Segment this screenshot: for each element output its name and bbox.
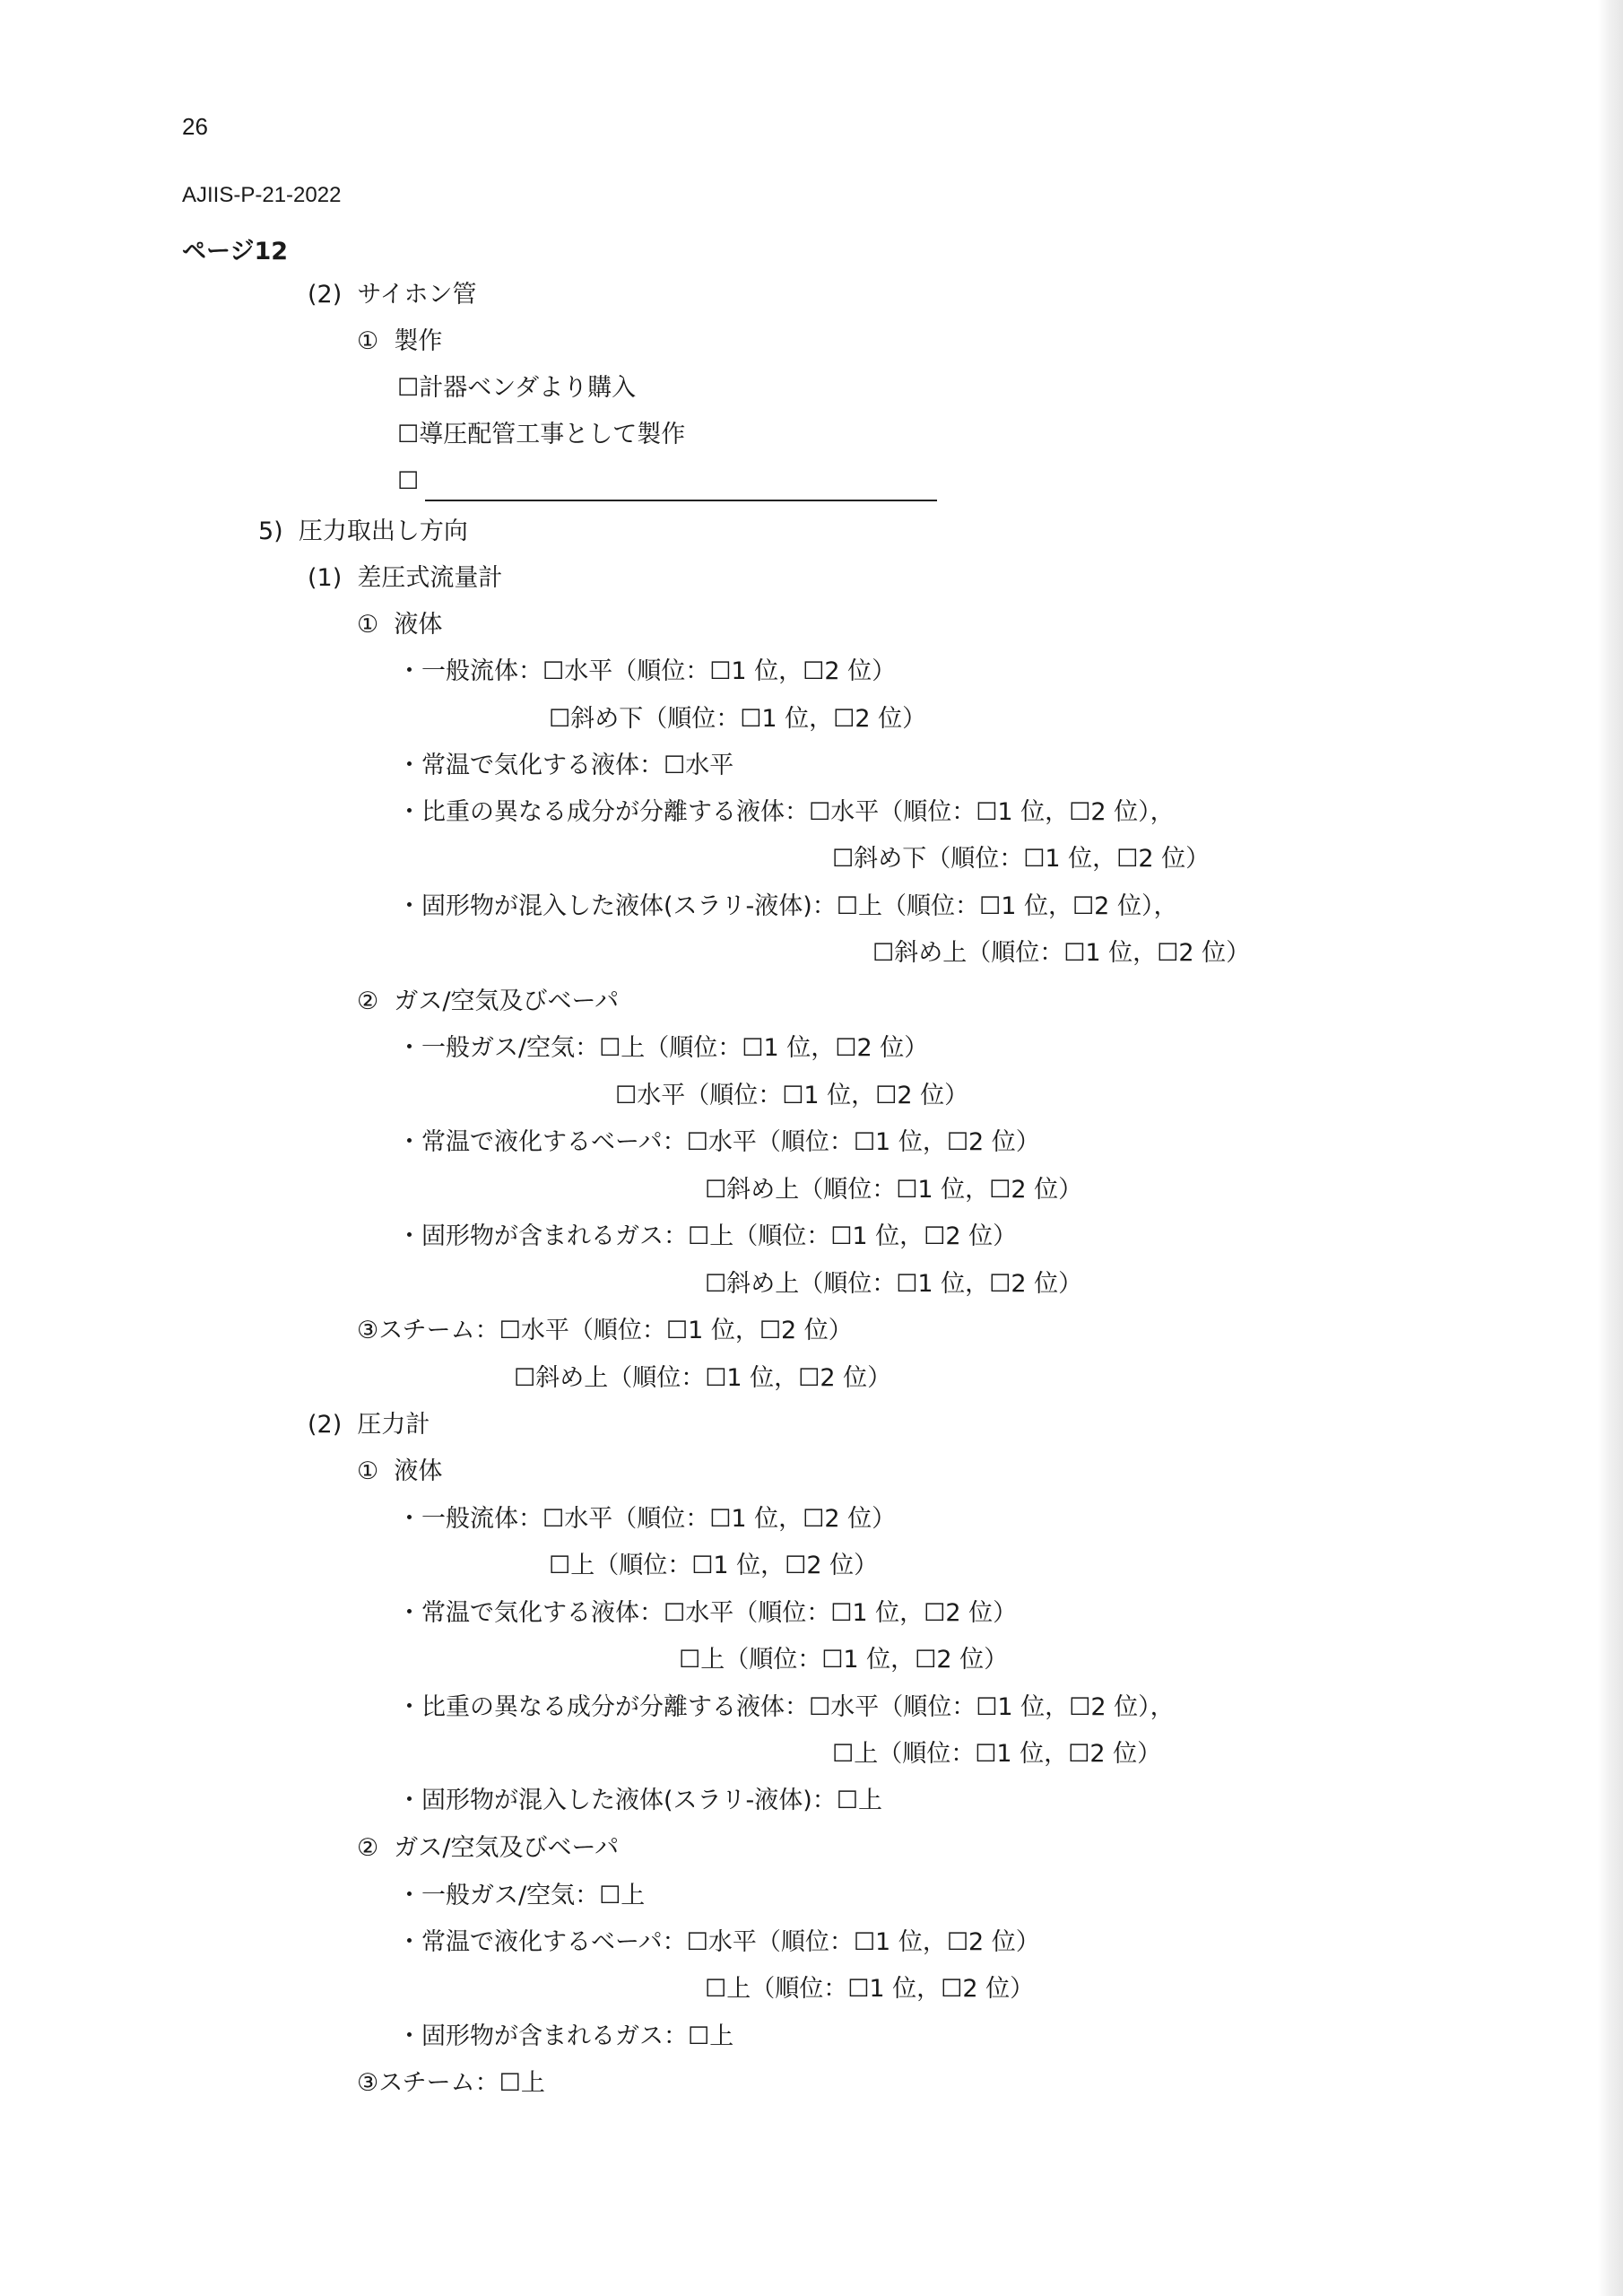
dp-steam-line: ③スチーム：☐水平（順位：☐1 位，☐2 位）	[357, 1317, 853, 1344]
siphon-option-vendor: ☐計器ベンダより購入	[397, 374, 637, 402]
dp-gas-heading: ② ガス/空気及びベーパ	[357, 987, 620, 1015]
scan-edge-shadow	[1598, 0, 1623, 2296]
page-number: 26	[182, 113, 208, 140]
dp-liquid-line: ☐斜め下（順位：☐1 位，☐2 位）	[832, 845, 1211, 873]
dp-gas-line: ・常温で液化するベーパ：☐水平（順位：☐1 位，☐2 位）	[397, 1128, 1040, 1156]
dp-steam-line: ☐斜め上（順位：☐1 位，☐2 位）	[514, 1364, 892, 1392]
dp-liquid-line: ☐斜め下（順位：☐1 位，☐2 位）	[549, 705, 927, 733]
siphon-option-other: ☐	[397, 467, 420, 495]
pg-liquid-line: ・一般流体：☐水平（順位：☐1 位，☐2 位）	[397, 1505, 897, 1533]
dp-liquid-line: ・固形物が混入した液体(スラリ-液体)：☐上（順位：☐1 位，☐2 位），	[397, 892, 1178, 920]
dp-liquid-line: ・常温で気化する液体：☐水平	[397, 752, 734, 779]
siphon-other-blank-line	[425, 500, 937, 501]
pg-gas-line: ・常温で液化するベーパ：☐水平（順位：☐1 位，☐2 位）	[397, 1928, 1040, 1956]
dp-liquid-line: ・比重の異なる成分が分離する液体：☐水平（順位：☐1 位，☐2 位），	[397, 798, 1175, 826]
dp-gas-line: ☐斜め上（順位：☐1 位，☐2 位）	[705, 1176, 1083, 1204]
pg-liquid-line: ☐上（順位：☐1 位，☐2 位）	[549, 1552, 879, 1579]
dp-flowmeter-heading: (1) 差圧式流量計	[308, 564, 503, 592]
pg-gas-heading: ② ガス/空気及びベーパ	[357, 1834, 620, 1862]
dp-liquid-line: ・一般流体：☐水平（順位：☐1 位，☐2 位）	[397, 657, 897, 685]
dp-liquid-line: ☐斜め上（順位：☐1 位，☐2 位）	[872, 939, 1251, 967]
page-label: ページ12	[182, 238, 289, 265]
siphon-option-piping: ☐導圧配管工事として製作	[397, 421, 686, 448]
pg-gas-line: ・固形物が含まれるガス：☐上	[397, 2022, 734, 2050]
pg-liquid-line: ・固形物が混入した液体(スラリ-液体)：☐上	[397, 1787, 883, 1814]
siphon-heading: (2) サイホン管	[308, 281, 477, 309]
dp-liquid-heading: ① 液体	[357, 611, 443, 639]
document-id: AJIIS-P-21-2022	[182, 183, 342, 207]
dp-gas-line: ・一般ガス/空気：☐上（順位：☐1 位，☐2 位）	[397, 1034, 929, 1062]
pressure-gauge-heading: (2) 圧力計	[308, 1411, 430, 1439]
dp-gas-line: ☐斜め上（順位：☐1 位，☐2 位）	[705, 1270, 1083, 1298]
siphon-make-heading: ① 製作	[357, 327, 443, 355]
section5-heading: 5) 圧力取出し方向	[258, 517, 468, 545]
pg-liquid-line: ・常温で気化する液体：☐水平（順位：☐1 位，☐2 位）	[397, 1599, 1018, 1627]
pg-liquid-line: ☐上（順位：☐1 位，☐2 位）	[679, 1646, 1009, 1674]
pg-gas-line: ☐上（順位：☐1 位，☐2 位）	[705, 1975, 1035, 2003]
pg-liquid-heading: ① 液体	[357, 1457, 443, 1485]
pg-steam-line: ③スチーム：☐上	[357, 2069, 545, 2097]
dp-gas-line: ☐水平（順位：☐1 位，☐2 位）	[615, 1082, 969, 1109]
pg-liquid-line: ・比重の異なる成分が分離する液体：☐水平（順位：☐1 位，☐2 位），	[397, 1693, 1175, 1721]
dp-gas-line: ・固形物が含まれるガス：☐上（順位：☐1 位，☐2 位）	[397, 1222, 1018, 1250]
pg-liquid-line: ☐上（順位：☐1 位，☐2 位）	[832, 1740, 1162, 1768]
pg-gas-line: ・一般ガス/空気：☐上	[397, 1882, 646, 1909]
